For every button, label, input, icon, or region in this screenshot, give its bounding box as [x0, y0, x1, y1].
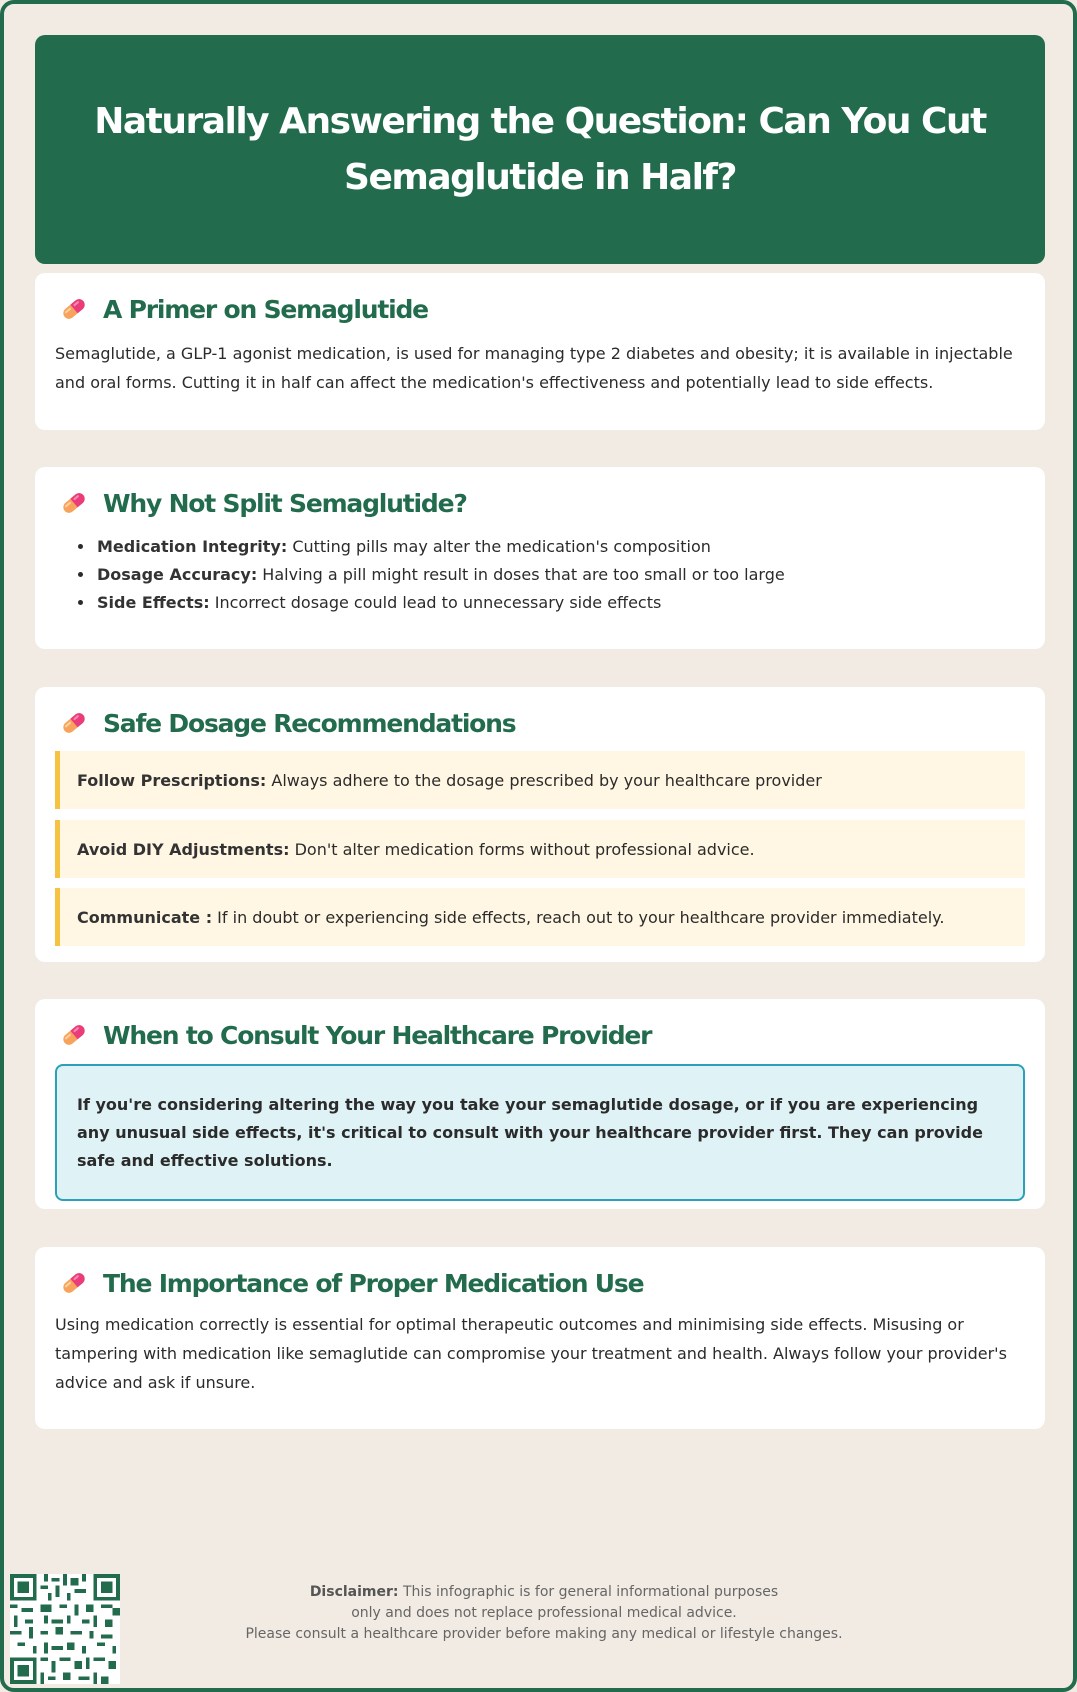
- pill-capsule-icon: [59, 708, 89, 738]
- list-item: [95, 561, 1025, 589]
- importance-card: [35, 1247, 1045, 1429]
- item-text: Cutting pills may alter the medication's composition: [287, 537, 711, 556]
- callout-text: If in doubt or experiencing side effects, reach out to your healthcare provider immediately.: [212, 907, 945, 927]
- primer-title: A Primer on Semaglutide: [103, 294, 428, 324]
- primer-heading: [59, 294, 428, 324]
- importance-title: The Importance of Proper Medication Use: [103, 1268, 644, 1298]
- callout-lead: Communicate :: [77, 907, 213, 927]
- disclaimer-line1: This infographic is for general informational purposes: [398, 1584, 779, 1600]
- disclaimer: [144, 1582, 944, 1645]
- disclaimer-line2: only and does not replace professional medical advice.: [351, 1605, 737, 1621]
- consult-text: If you're considering altering the way you take your semaglutide dosage, or if you are experiencing any unusual side effects, it's critical to consult with your healthcare provider first. They can provide safe and effective solutions.: [77, 1094, 983, 1170]
- pill-capsule-icon: [59, 488, 89, 518]
- why-not-title: Why Not Split Semaglutide?: [103, 488, 467, 518]
- list-item: [95, 533, 1025, 561]
- importance-heading: [59, 1268, 643, 1298]
- safe-dosage-card: [35, 687, 1045, 962]
- page-title: Naturally Answering the Question: Can You Cut Semaglutide in Half?: [94, 100, 986, 198]
- header-banner: [35, 35, 1045, 264]
- safe-dosage-heading: [59, 708, 515, 738]
- safe-dosage-title: Safe Dosage Recommendations: [103, 708, 516, 738]
- pill-capsule-icon: [59, 1268, 89, 1298]
- consult-card: [35, 999, 1045, 1209]
- item-lead: Side Effects:: [97, 593, 210, 612]
- callout-text: Don't alter medication forms without professional advice.: [289, 839, 755, 859]
- pill-capsule-icon: [59, 294, 89, 324]
- item-text: Halving a pill might result in doses that are too small or too large: [257, 565, 785, 584]
- importance-text: Using medication correctly is essential for optimal therapeutic outcomes and minimising side effects. Misusing or tampering with medication like semaglutide can compromise your treatment and health. Always follow your provider's advice and ask if unsure.: [55, 1315, 1007, 1392]
- list-item: [95, 589, 1025, 617]
- primer-text: Semaglutide, a GLP-1 agonist medication, is used for managing type 2 diabetes and obesity; it is available in injectable and oral forms. Cutting it in half can affect the medication's effectiveness and potentially lead to side effects.: [55, 344, 1013, 392]
- footer: [4, 1574, 1073, 1688]
- callout-lead: Follow Prescriptions:: [77, 770, 267, 790]
- pill-capsule-icon: [59, 1020, 89, 1050]
- consult-info-box: [55, 1064, 1025, 1201]
- recommendation-callout: [55, 820, 1025, 878]
- qr-code-icon[interactable]: [10, 1574, 120, 1684]
- callout-text: Always adhere to the dosage prescribed by your healthcare provider: [266, 770, 822, 790]
- disclaimer-label: Disclaimer:: [309, 1584, 399, 1600]
- item-lead: Medication Integrity:: [97, 537, 288, 556]
- primer-card: [35, 273, 1045, 430]
- consult-title: When to Consult Your Healthcare Provider: [103, 1020, 652, 1050]
- item-lead: Dosage Accuracy:: [97, 565, 258, 584]
- consult-heading: [59, 1020, 651, 1050]
- item-text: Incorrect dosage could lead to unnecessary side effects: [209, 593, 662, 612]
- recommendation-callout: [55, 888, 1025, 946]
- why-not-card: [35, 467, 1045, 649]
- why-not-heading: [59, 488, 467, 518]
- disclaimer-line3: Please consult a healthcare provider before making any medical or lifestyle changes.: [245, 1626, 843, 1642]
- recommendation-callout: [55, 751, 1025, 809]
- reasons-list: [55, 533, 1025, 617]
- callout-lead: Avoid DIY Adjustments:: [77, 839, 290, 859]
